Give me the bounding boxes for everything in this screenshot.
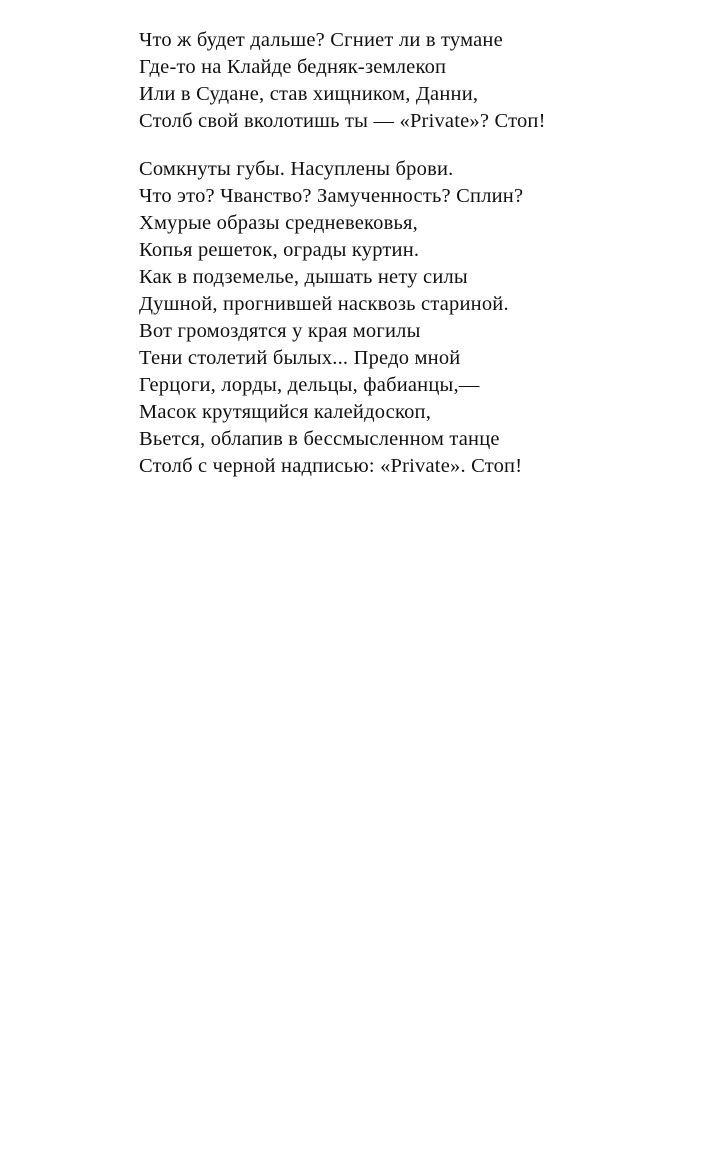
poem-line: Что ж будет дальше? Сгниет ли в тумане (139, 29, 503, 51)
poem-line: Душной, прогнившей насквозь стариной. (139, 293, 509, 315)
stanza-2 (139, 156, 699, 480)
poem-line: Хмурые образы средневековья, (139, 212, 418, 234)
poem-line: Масок крутящийся калейдоскоп, (139, 401, 432, 423)
stanza-1 (139, 27, 699, 135)
poem-line: Где-то на Клайде бедняк-землекоп (139, 56, 447, 78)
poem-line: Или в Судане, став хищником, Данни, (139, 83, 479, 105)
poem-line: Копья решеток, ограды куртин. (139, 239, 420, 261)
poem-line: Вот громоздятся у края могилы (139, 320, 421, 342)
poem-line: Вьется, облапив в бессмысленном танце (139, 428, 500, 450)
poem-line: Что это? Чванство? Замученность? Сплин? (139, 185, 524, 207)
poem-line: Герцоги, лорды, дельцы, фабианцы,— (139, 374, 480, 396)
poem-line: Столб с черной надписью: «Private». Стоп! (139, 455, 523, 477)
poem-line: Столб свой вколотишь ты — «Private»? Стоп! (139, 110, 546, 132)
poem-line: Тени столетий былых... Предо мной (139, 347, 461, 369)
poem-text (139, 27, 699, 480)
poem-line: Как в подземелье, дышать нету силы (139, 266, 468, 288)
poem-line: Сомкнуты губы. Насуплены брови. (139, 158, 454, 180)
